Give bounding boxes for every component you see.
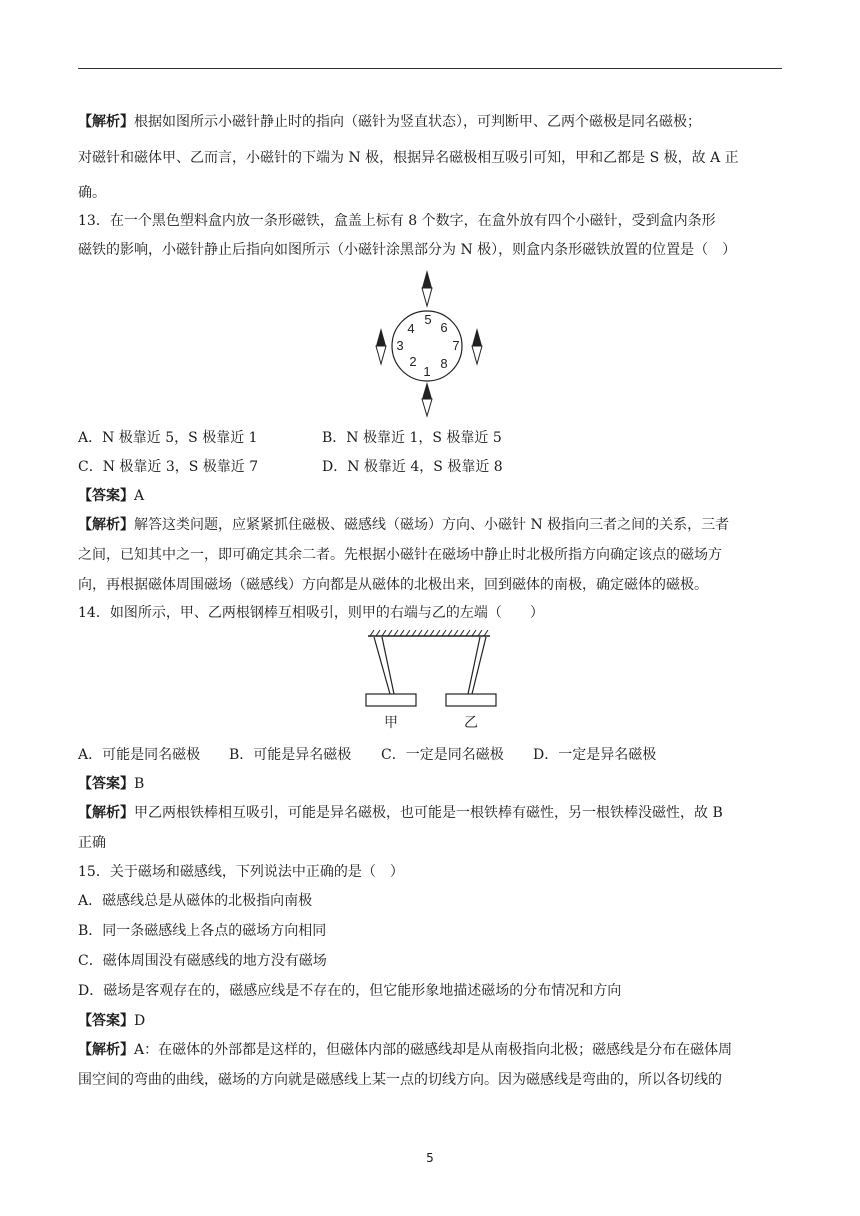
q13-analysis-line-3: 向，再根据磁体周围磁场（磁感线）方向都是从磁体的北极出来，回到磁体的南极，确定磁体的磁极。 [78,577,708,593]
box-number: 7 [452,338,460,353]
compass-needle-bottom [422,382,432,416]
box-number: 1 [423,364,431,379]
q15-analysis-line-1: 【解析】A：在磁体的外部都是这样的，但磁体内部的磁感线却是从南极指向北极；磁感线是分布在磁体周 [78,1042,733,1058]
q15-stem: 15．关于磁场和磁感线，下列说法中正确的是（ ） [78,864,404,880]
q15-option-d: D．磁场是客观存在的，磁感应线是不存在的，但它能形象地描述磁场的分布情况和方向 [78,983,622,999]
q13-analysis-line-1: 【解析】解答这类问题，应紧紧抓住磁极、磁感线（磁场）方向、小磁针 N 极指向三者之间的关系，三者 [78,517,730,533]
q14-stem: 14．如图所示，甲、乙两根钢棒互相吸引，则甲的右端与乙的左端（ ） [78,605,544,621]
page-number: 5 [426,1151,434,1165]
box-number: 3 [396,338,404,353]
q15-analysis-line-2: 围空间的弯曲的曲线，磁场的方向就是磁感线上某一点的切线方向。因为磁感线是弯曲的，所以各切线的 [78,1072,722,1088]
ceiling-hatching [370,630,488,636]
rod-jia [366,694,416,706]
box-number: 5 [424,312,432,327]
box-number: 2 [409,354,417,369]
q13-option-a: A．N 极靠近 5，S 极靠近 1 [78,430,258,446]
q13-option-c: C．N 极靠近 3，S 极靠近 7 [78,459,259,475]
q13-compass-figure [366,268,494,420]
prev-analysis-line-1: 【解析】根据如图所示小磁针静止时的指向（磁针为竖直状态），可判断甲、乙两个磁极是同名磁极； [78,114,701,130]
prev-analysis-line-2: 对磁针和磁体甲、乙而言，小磁针的下端为 N 极，根据异名磁极相互吸引可知，甲和乙都是 S 极，故 A 正 [78,150,739,166]
compass-needle-right [472,328,482,364]
box-number: 6 [440,320,448,335]
q13-answer: 【答案】A [78,488,145,504]
q13-stem-line-1: 13．在一个黑色塑料盒内放一条形磁铁，盒盖上标有 8 个数字，在盒外放有四个小磁针，受到盒内条形 [78,213,716,229]
label-yi: 乙 [464,715,478,731]
q15-option-b: B．同一条磁感线上各点的磁场方向相同 [78,923,327,939]
q13-option-b: B．N 极靠近 1，S 极靠近 5 [322,430,502,446]
q13-stem-line-2: 磁铁的影响，小磁针静止后指向如图所示（小磁针涂黑部分为 N 极），则盒内条形磁铁放置的位置是（ ） [78,242,737,258]
header-rule [78,68,782,69]
q14-option-a: A．可能是同名磁极 [78,747,201,763]
box-number: 4 [407,321,415,336]
q13-analysis-line-2: 之间，已知其中之一，即可确定其余二者。先根据小磁针在磁场中静止时北极所指方向确定该点的磁场方 [78,547,722,563]
q14-rods-figure [360,628,510,738]
q14-answer: 【答案】B [78,776,145,792]
box-number: 8 [440,356,448,371]
q14-option-d: D．一定是异名磁极 [533,747,657,763]
q15-option-a: A．磁感线总是从磁体的北极指向南极 [78,893,313,909]
compass-needle-top [422,270,432,306]
q14-option-b: B．可能是异名磁极 [229,747,352,763]
q15-answer: 【答案】D [78,1013,146,1029]
compass-needle-left [376,328,386,364]
rod-yi [446,694,496,706]
q13-option-d: D．N 极靠近 4，S 极靠近 8 [322,459,503,475]
prev-analysis-line-3: 确。 [78,185,106,201]
q14-analysis-line-2: 正确 [78,835,106,851]
q15-option-c: C．磁体周围没有磁感线的地方没有磁场 [78,953,327,969]
label-jia: 甲 [384,715,398,731]
q14-analysis-line-1: 【解析】甲乙两根铁棒相互吸引，可能是异名磁极，也可能是一根铁棒有磁性，另一根铁棒没磁性，故 B [78,805,723,821]
q14-option-c: C．一定是同名磁极 [381,747,504,763]
